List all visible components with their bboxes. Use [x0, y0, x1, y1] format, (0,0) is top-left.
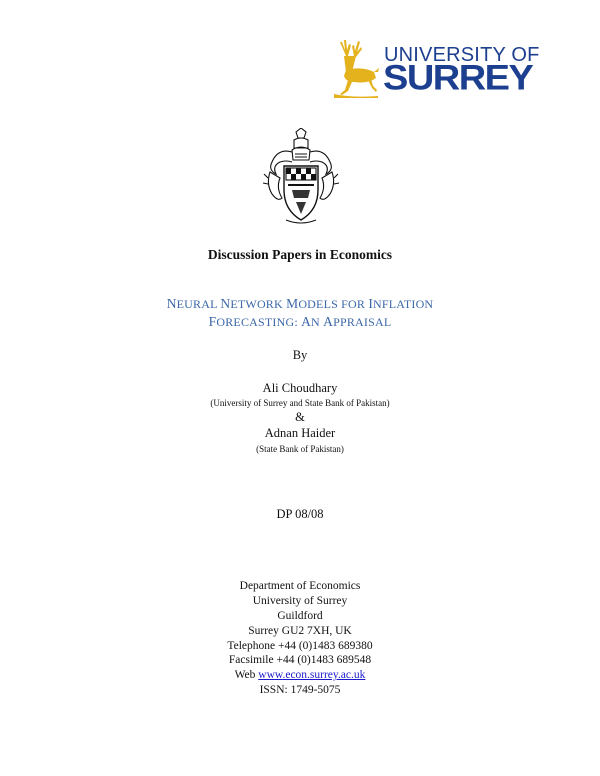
paper-title-line-1 — [0, 296, 600, 312]
author-name: Ali Choudhary — [262, 381, 338, 395]
author-separator: & — [295, 410, 305, 424]
stag-icon — [332, 38, 380, 98]
logo-line-surrey: SURREY — [383, 59, 533, 98]
by-label: By — [292, 348, 308, 362]
discussion-paper-number: DP 08/08 — [276, 507, 324, 521]
address-web — [0, 668, 600, 683]
title-word: NFLATION — [373, 297, 434, 311]
title-cap: A — [301, 314, 312, 329]
title-word: N — [311, 315, 324, 329]
address-postcode: Surrey GU2 7XH, UK — [248, 625, 352, 637]
address-facsimile: Facsimile +44 (0)1483 689548 — [228, 654, 372, 666]
title-cap: M — [286, 296, 299, 311]
author-affiliation: (State Bank of Pakistan) — [256, 444, 344, 454]
address-telephone: Telephone +44 (0)1483 689380 — [227, 640, 373, 652]
paper-title-line-2 — [0, 314, 600, 330]
address-university: University of Surrey — [252, 595, 348, 607]
series-heading: Discussion Papers in Economics — [207, 247, 393, 262]
author-name: Adnan Haider — [264, 426, 336, 440]
title-cap: F — [208, 314, 217, 329]
title-cap: N — [166, 296, 177, 311]
author-affiliation: (University of Surrey and State Bank of Pakistan) — [210, 398, 390, 408]
university-logo — [332, 38, 540, 100]
title-word: EURAL — [176, 297, 221, 311]
title-cap: A — [323, 314, 334, 329]
address-issn: ISSN: 1749-5075 — [259, 684, 341, 696]
title-word: PPRAISAL — [333, 315, 392, 329]
title-word: ODELS FOR — [298, 297, 369, 311]
logo-line-university-of: UNIVERSITY OF — [384, 44, 540, 66]
title-cap: N — [220, 296, 231, 311]
title-word: ORECASTING: — [216, 315, 302, 329]
web-label: Web — [234, 669, 259, 681]
address-department: Department of Economics — [239, 580, 361, 592]
title-word: ETWORK — [230, 297, 287, 311]
title-cap: I — [368, 296, 374, 311]
address-city: Guildford — [277, 610, 323, 622]
web-link[interactable]: www.econ.surrey.ac.uk — [258, 669, 366, 681]
coat-of-arms-icon — [262, 128, 340, 226]
